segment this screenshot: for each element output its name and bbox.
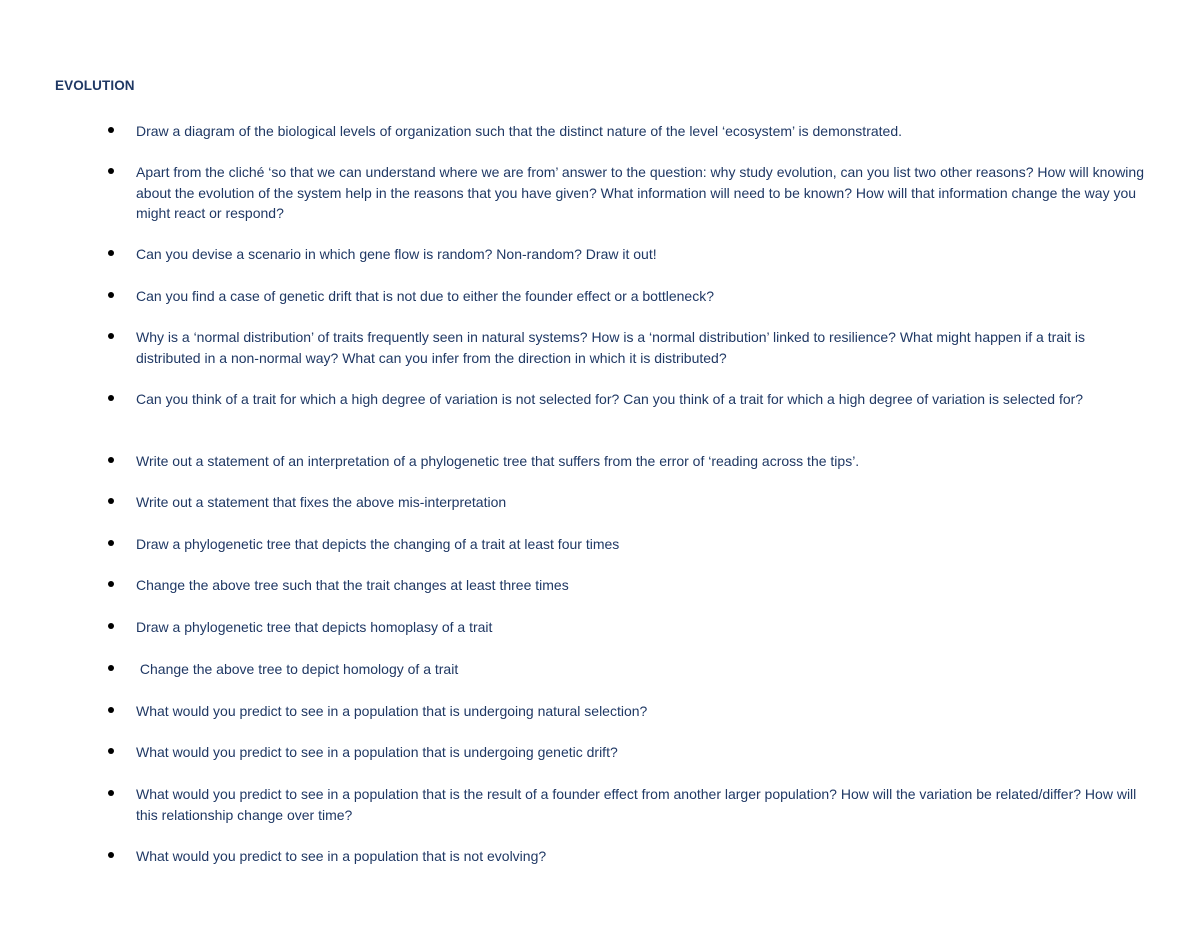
question-text: What would you predict to see in a population that is undergoing genetic drift? [136, 744, 618, 760]
question-text: Can you think of a trait for which a high degree of variation is not selected for? Can you think of a trait for which a high degree of variation is selected for? [136, 391, 1084, 407]
bullet-icon [108, 333, 114, 339]
bullet-icon [108, 292, 114, 298]
bullet-icon [108, 748, 114, 754]
question-text: Write out a statement that fixes the above mis-interpretation [136, 494, 507, 510]
bullet-icon [108, 581, 114, 587]
question-text: Write out a statement of an interpretation of a phylogenetic tree that suffers from the error of ‘reading across the tips’. [136, 453, 860, 469]
question-text: Can you devise a scenario in which gene flow is random? Non-random? Draw it out! [136, 246, 657, 262]
bullet-icon [108, 168, 114, 174]
question-text: Draw a phylogenetic tree that depicts the changing of a trait at least four times [136, 536, 620, 552]
question-text: Can you find a case of genetic drift that is not due to either the founder effect or a bottleneck? [136, 288, 714, 304]
bullet-icon [108, 457, 114, 463]
question-text: Draw a phylogenetic tree that depicts homoplasy of a trait [136, 619, 493, 635]
document-title: EVOLUTION [55, 78, 135, 93]
question-text: Change the above tree to depict homology of a trait [136, 661, 459, 677]
bullet-icon [108, 250, 114, 256]
question-text: Apart from the cliché ‘so that we can understand where we are from’ answer to the question: why study evolution, can you list two other reasons? How will knowing about the evolution of the system help in the reasons that you have given? What information will need to be known? How will that information change the way you might react or respond? [136, 164, 1144, 221]
question-text: Why is a ‘normal distribution’ of traits frequently seen in natural systems? How is a ‘normal distribution’ linked to resilience? What might happen if a trait is distributed in a non-normal way? What can you infer from the direction in which it is distributed? [136, 329, 1086, 366]
bullet-icon [108, 665, 114, 671]
bullet-icon [108, 127, 114, 133]
question-text: What would you predict to see in a population that is the result of a founder effect from another larger population? How will the variation be related/differ? How will this relationship change over time? [136, 786, 1137, 823]
question-text: What would you predict to see in a population that is undergoing natural selection? [136, 703, 648, 719]
question-text: Draw a diagram of the biological levels of organization such that the distinct nature of the level ‘ecosystem’ is demonstrated. [136, 123, 902, 139]
question-text: Change the above tree such that the trait changes at least three times [136, 577, 569, 593]
bullet-icon [108, 707, 114, 713]
bullet-icon [108, 623, 114, 629]
bullet-icon [108, 540, 114, 546]
bullet-icon [108, 498, 114, 504]
bullet-icon [108, 395, 114, 401]
question-text: What would you predict to see in a population that is not evolving? [136, 848, 547, 864]
bullet-icon [108, 852, 114, 858]
bullet-icon [108, 790, 114, 796]
